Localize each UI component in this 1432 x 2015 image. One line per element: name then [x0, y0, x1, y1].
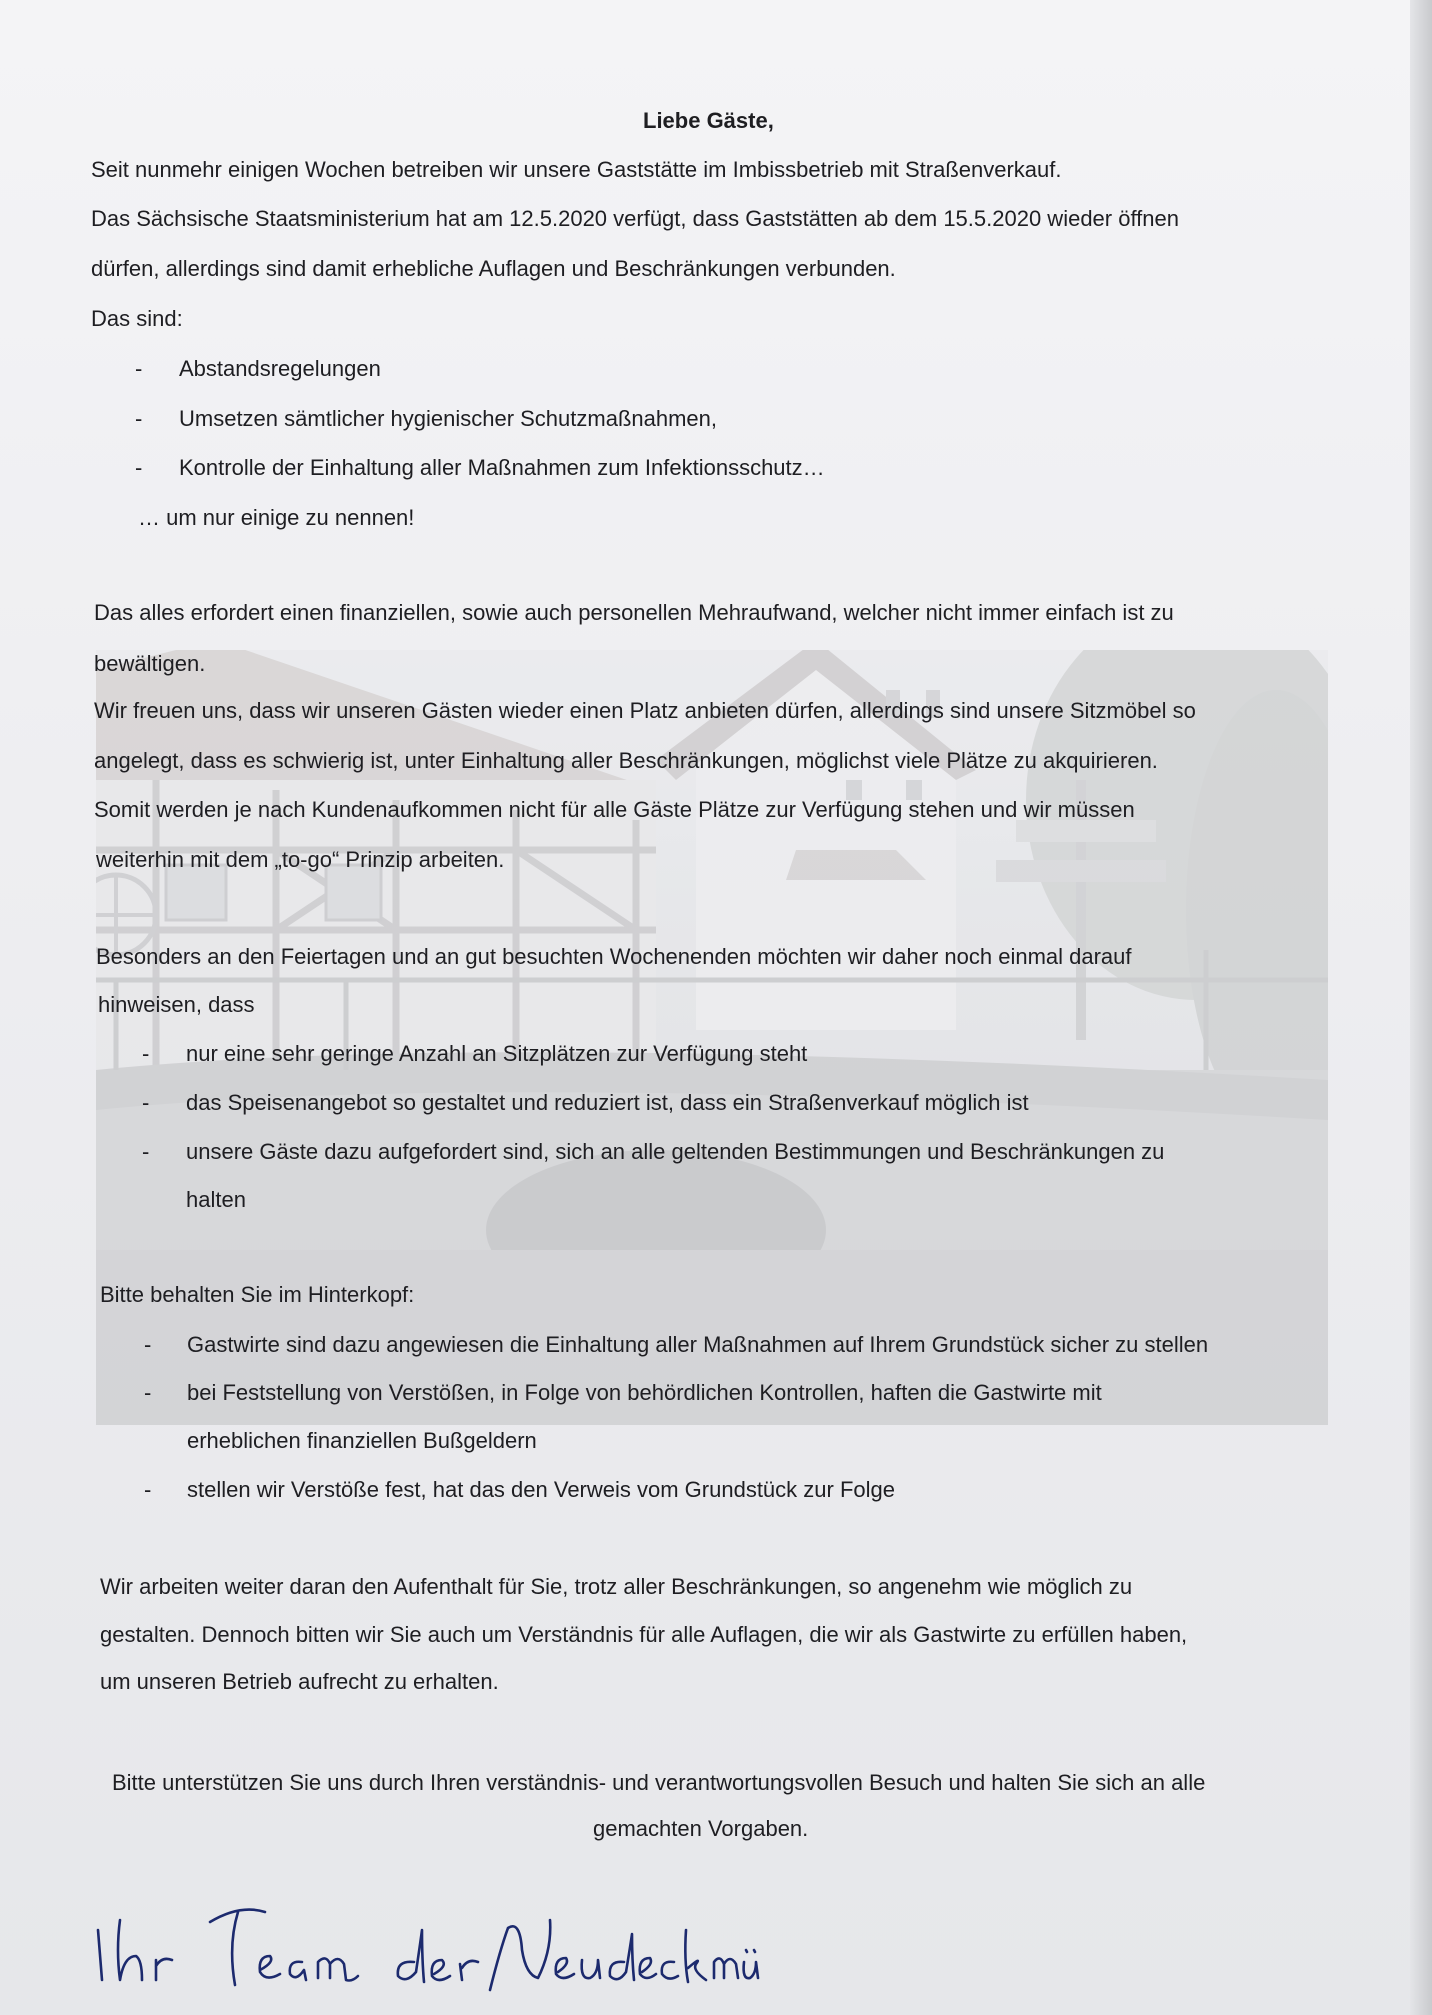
- para2-line-2: bewältigen.: [94, 651, 206, 676]
- closing-line-2: gemachten Vorgaben.: [593, 1816, 809, 1841]
- para2-line-5: Somit werden je nach Kundenaufkommen nicht für alle Gäste Plätze zur Verfügung stehen und wir müssen: [94, 797, 1135, 822]
- para3-line-2: hinweisen, dass: [98, 992, 255, 1017]
- list3-item-continuation: erheblichen finanziellen Bußgeldern: [187, 1428, 537, 1453]
- para2-line-6: weiterhin mit dem „to-go“ Prinzip arbeiten.: [96, 847, 505, 872]
- list3-item: Gastwirte sind dazu angewiesen die Einhaltung aller Maßnahmen auf Ihrem Grundstück sicher zu stellen: [187, 1332, 1209, 1357]
- para5-line-1: Wir arbeiten weiter daran den Aufenthalt für Sie, trotz aller Beschränkungen, so angenehm wie möglich zu: [100, 1574, 1133, 1599]
- bullet-dash: -: [144, 1332, 152, 1357]
- bullet-dash: -: [144, 1477, 152, 1502]
- bullet-dash: -: [135, 455, 143, 480]
- para2-line-1: Das alles erfordert einen finanziellen, sowie auch personellen Mehraufwand, welcher nicht immer einfach ist zu: [94, 600, 1174, 625]
- bullet-dash: -: [135, 356, 143, 381]
- intro-line-3: dürfen, allerdings sind damit erhebliche Auflagen und Beschränkungen verbunden.: [91, 256, 896, 281]
- list1-item: Abstandsregelungen: [179, 356, 381, 381]
- para5-line-2: gestalten. Dennoch bitten wir Sie auch um Verständnis für alle Auflagen, die wir als Gastwirte zu erfüllen haben,: [100, 1622, 1188, 1647]
- bullet-dash: -: [142, 1041, 150, 1066]
- para2-line-3: Wir freuen uns, dass wir unseren Gästen wieder einen Platz anbieten dürfen, allerdings sind unsere Sitzmöbel so: [94, 698, 1196, 723]
- para4: Bitte behalten Sie im Hinterkopf:: [100, 1282, 415, 1307]
- greeting: Liebe Gäste,: [643, 108, 774, 133]
- intro-line-2: Das Sächsische Staatsministerium hat am 12.5.2020 verfügt, dass Gaststätten ab dem 15.5.2020 wieder öffnen: [91, 206, 1179, 231]
- list3-item: bei Feststellung von Verstößen, in Folge von behördlichen Kontrollen, haften die Gastwirte mit: [187, 1380, 1102, 1405]
- closing-line-1: Bitte unterstützen Sie uns durch Ihren verständnis- und verantwortungsvollen Besuch und halten Sie sich an alle: [112, 1770, 1206, 1795]
- bullet-dash: -: [142, 1090, 150, 1115]
- list1-item: Kontrolle der Einhaltung aller Maßnahmen zum Infektionsschutz…: [179, 455, 825, 480]
- bullet-dash: -: [135, 406, 143, 431]
- list2-item-continuation: halten: [186, 1187, 246, 1212]
- list2-item: unsere Gäste dazu aufgefordert sind, sich an alle geltenden Bestimmungen und Beschränkungen zu: [186, 1139, 1165, 1164]
- paper-edge-shadow: [1410, 0, 1432, 2015]
- list2-item: das Speisenangebot so gestaltet und reduziert ist, dass ein Straßenverkauf möglich ist: [186, 1090, 1029, 1115]
- intro-line-1: Seit nunmehr einigen Wochen betreiben wir unsere Gaststätte im Imbissbetrieb mit Straßenverkauf.: [91, 157, 1062, 182]
- bullet-dash: -: [144, 1380, 152, 1405]
- intro-line-4: Das sind:: [91, 306, 183, 331]
- list1-item: Umsetzen sämtlicher hygienischer Schutzmaßnahmen,: [179, 406, 718, 431]
- handwritten-signature: [90, 1890, 770, 2000]
- list2-item: nur eine sehr geringe Anzahl an Sitzplätzen zur Verfügung steht: [186, 1041, 808, 1066]
- list1-tail: … um nur einige zu nennen!: [138, 505, 415, 530]
- para5-line-3: um unseren Betrieb aufrecht zu erhalten.: [100, 1669, 499, 1694]
- para3-line-1: Besonders an den Feiertagen und an gut besuchten Wochenenden möchten wir daher noch einmal darauf: [96, 944, 1132, 969]
- list3-item: stellen wir Verstöße fest, hat das den Verweis vom Grundstück zur Folge: [187, 1477, 895, 1502]
- para2-line-4: angelegt, dass es schwierig ist, unter Einhaltung aller Beschränkungen, möglichst viele Plätze zu akquirieren.: [94, 748, 1158, 773]
- bullet-dash: -: [142, 1139, 150, 1164]
